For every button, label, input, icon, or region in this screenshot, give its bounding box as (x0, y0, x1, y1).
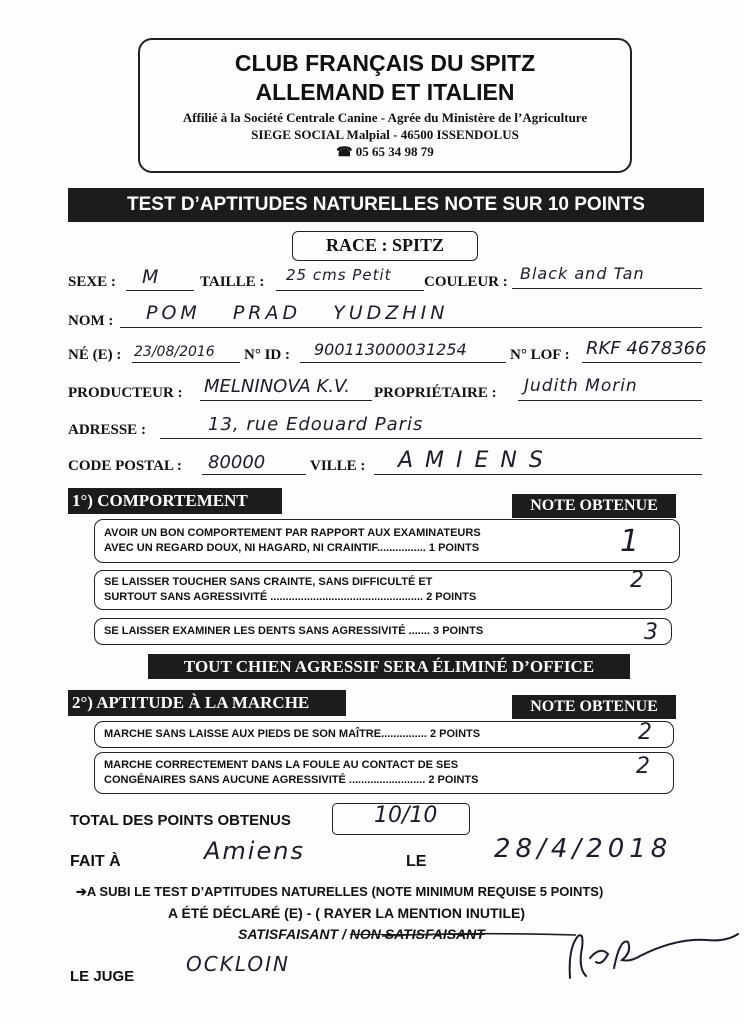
strike-mark (380, 928, 580, 944)
criterion-2-2 (94, 752, 674, 794)
cp-label: CODE POSTAL : (68, 458, 182, 474)
club-affiliation: Affilié à la Société Centrale Canine - Agrée du Ministère de l’Agriculture (182, 110, 588, 125)
result-separator: / (338, 926, 350, 942)
note-2-2[interactable]: 2 (636, 754, 650, 779)
le-label: LE (406, 853, 427, 870)
total-value[interactable]: 10/10 (374, 803, 438, 828)
club-address: SIEGE SOCIAL Malpial - 46500 ISSENDOLUS (251, 127, 519, 142)
total-label: TOTAL DES POINTS OBTENUS (70, 812, 291, 829)
nom-label: NOM : (68, 313, 114, 329)
couleur-value[interactable]: Black and Tan (520, 264, 645, 283)
nom-value[interactable]: POM PRAD YUDZHIN (146, 302, 449, 324)
note-2-1[interactable]: 2 (638, 720, 652, 745)
section2-note-header: NOTE OBTENUE (512, 695, 676, 719)
proprietaire-value[interactable]: Judith Morin (524, 376, 638, 396)
lof-label: N° LOF : (510, 347, 570, 363)
ville-line (374, 474, 702, 475)
producteur-value[interactable]: MELNINOVA K.V. (204, 376, 350, 397)
taille-value[interactable]: 25 cms Petit (286, 266, 392, 284)
ville-label: VILLE : (310, 458, 366, 474)
club-name-line1: CLUB FRANÇAIS DU SPITZ (234, 50, 536, 76)
judge-name[interactable]: OCKLOIN (186, 952, 290, 976)
criterion-text: SE LAISSER EXAMINER LES DENTS SANS AGRESSIVITÉ ....... 3 POINTS (104, 625, 484, 637)
section2-title: 2°) APTITUDE À LA MARCHE (68, 690, 346, 716)
note-1-1[interactable]: 1 (620, 524, 640, 559)
criterion-1-1 (94, 519, 680, 563)
race-box: RACE : SPITZ (292, 231, 478, 261)
result-line2: A ÉTÉ DÉCLARÉ (E) - ( RAYER LA MENTION INUTILE) (168, 905, 525, 921)
adresse-value[interactable]: 13, rue Edouard Paris (208, 414, 424, 435)
criterion-text: AVOIR UN BON COMPORTEMENT PAR RAPPORT AUX EXAMINATEURS AVEC UN REGARD DOUX, NI HAGARD, NI CRAINTIF................ 1 POINTS (104, 527, 481, 554)
criterion-text: MARCHE CORRECTEMENT DANS LA FOULE AU CONTACT DE SES CONGÉNAIRES SANS AUCUNE AGRESSIVITÉ ......................... 2 POINTS (104, 759, 479, 786)
producteur-label: PRODUCTEUR : (68, 385, 183, 401)
lof-line (582, 362, 702, 363)
adresse-label: ADRESSE : (68, 422, 146, 438)
proprietaire-label: PROPRIÉTAIRE : (374, 385, 497, 401)
judge-signature (556, 918, 742, 984)
ville-value[interactable]: AMIENS (398, 448, 555, 473)
proprietaire-line (518, 400, 702, 401)
phone-number: 05 65 34 98 79 (355, 144, 434, 159)
nom-line (120, 327, 702, 328)
warning-banner: TOUT CHIEN AGRESSIF SERA ÉLIMINÉ D’OFFICE (148, 654, 630, 679)
club-phone (140, 143, 630, 160)
id-line (300, 362, 506, 363)
result-line1: ➔A SUBI LE TEST D’APTITUDES NATURELLES (NOTE MINIMUM REQUISE 5 POINTS) (76, 884, 604, 899)
satisfaisant-option[interactable]: SATISFAISANT (238, 926, 339, 942)
sexe-label: SEXE : (68, 274, 116, 290)
taille-line (276, 290, 424, 291)
club-name-line2: ALLEMAND ET ITALIEN (255, 79, 515, 105)
criterion-text: MARCHE SANS LAISSE AUX PIEDS DE SON MAÎTRE............... 2 POINTS (104, 728, 481, 740)
ne-value[interactable]: 23/08/2016 (134, 344, 215, 360)
section1-note-header: NOTE OBTENUE (512, 494, 676, 518)
criterion-1-2 (94, 570, 672, 610)
adresse-line (160, 438, 702, 439)
lof-value[interactable]: RKF 4678366 (586, 338, 707, 359)
date-value[interactable]: 28/4/2018 (494, 834, 673, 864)
criterion-2-1 (94, 721, 674, 748)
fait-label: FAIT À (70, 853, 121, 870)
taille-label: TAILLE : (200, 274, 265, 290)
sexe-value[interactable]: M (142, 266, 160, 288)
non-satisfaisant-option[interactable]: NON SATISFAISANT (349, 926, 485, 942)
judge-label: LE JUGE (70, 968, 135, 985)
criterion-text: SE LAISSER TOUCHER SANS CRAINTE, SANS DIFFICULTÉ ET SURTOUT SANS AGRESSIVITÉ .................................................. 2 POINTS (104, 576, 477, 603)
criterion-1-3 (94, 618, 672, 645)
id-value[interactable]: 900113000031254 (314, 340, 467, 359)
note-1-2[interactable]: 2 (630, 568, 644, 593)
club-header (138, 38, 632, 173)
id-label: N° ID : (244, 347, 290, 363)
section1-title: 1°) COMPORTEMENT (68, 488, 282, 514)
ne-line (132, 362, 240, 363)
sexe-line (126, 290, 194, 291)
couleur-line (512, 288, 702, 289)
fait-value[interactable]: Amiens (204, 837, 305, 865)
cp-line (202, 474, 306, 475)
phone-icon: ☎ (336, 144, 353, 159)
couleur-label: COULEUR : (424, 274, 508, 290)
test-banner: TEST D’APTITUDES NATURELLES NOTE SUR 10 POINTS (68, 188, 704, 222)
producteur-line (200, 400, 372, 401)
note-1-3[interactable]: 3 (644, 620, 658, 645)
cp-value[interactable]: 80000 (208, 452, 266, 473)
ne-label: NÉ (E) : (68, 347, 122, 363)
